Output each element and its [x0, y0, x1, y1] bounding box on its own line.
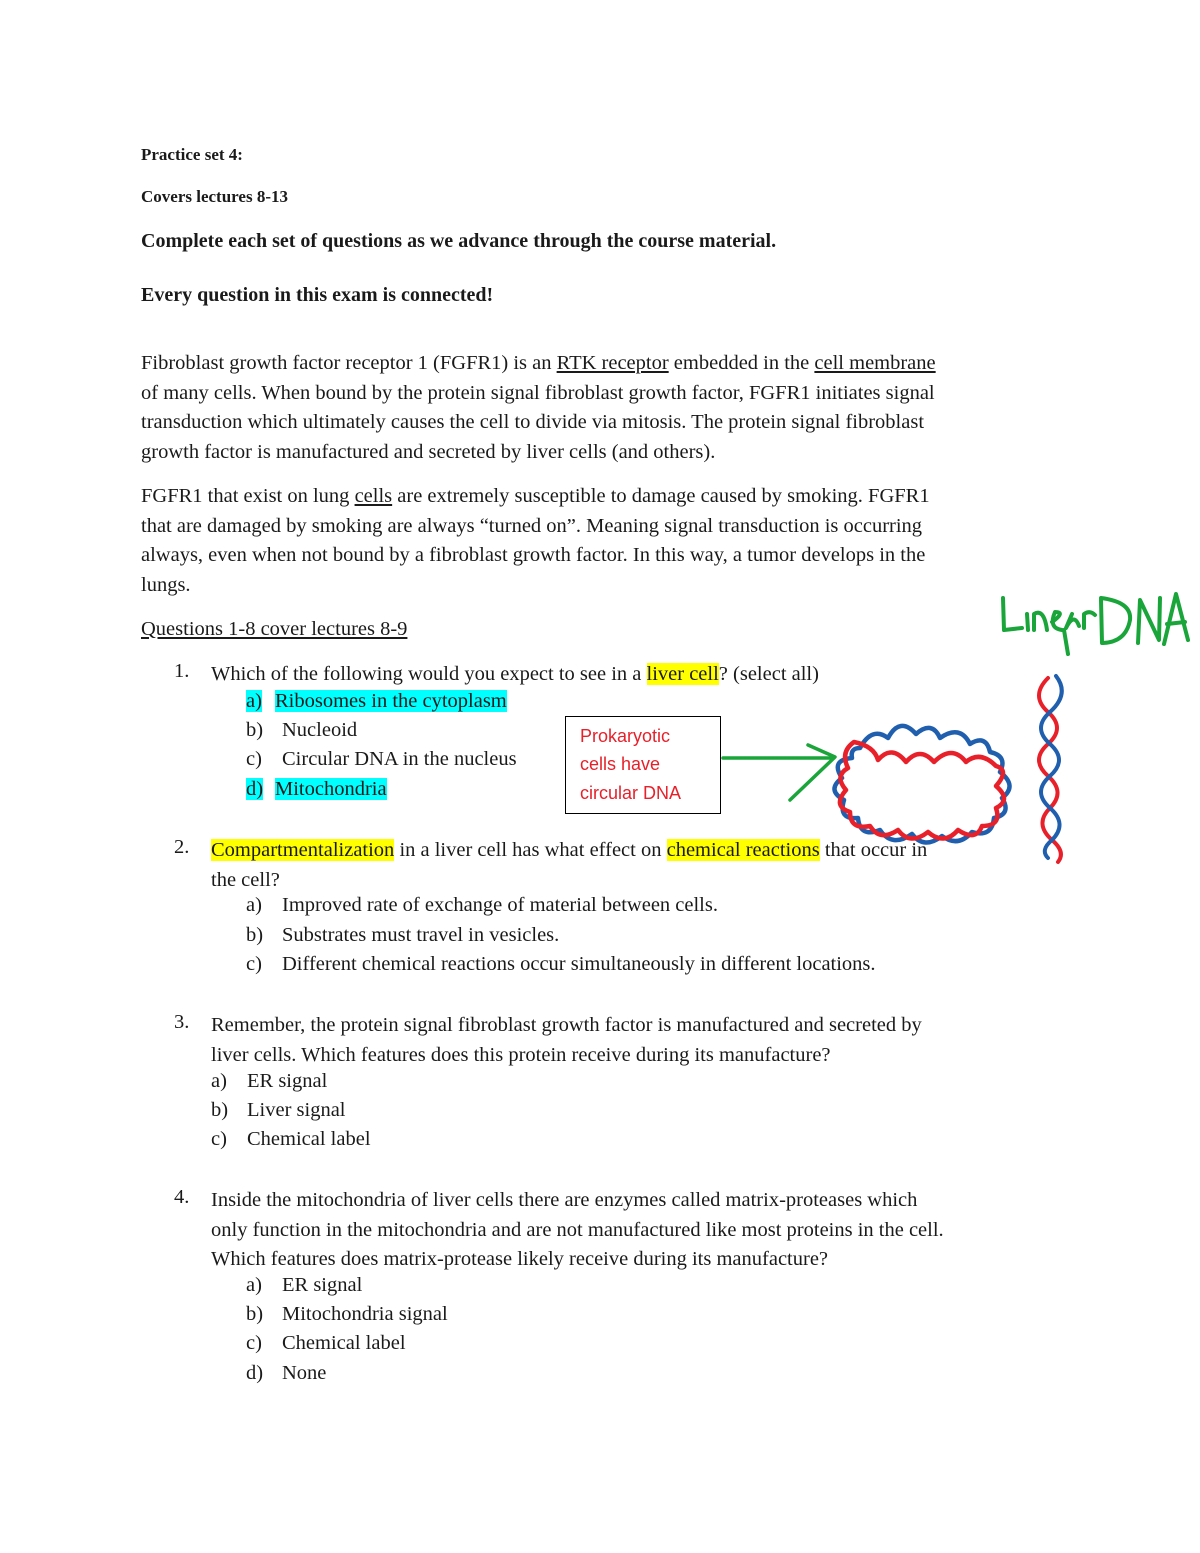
set-title: Practice set 4:: [141, 145, 243, 164]
option-letter: a): [246, 1274, 262, 1296]
instruction-text: Complete each set of questions as we advance through the course material.: [141, 230, 777, 252]
note-line-3: circular DNA: [580, 783, 682, 803]
option-simultaneous: Different chemical reactions occur simultaneously in different locations.: [282, 953, 876, 975]
option-liver-signal: Liver signal: [247, 1099, 346, 1121]
chemical-reactions-highlight: chemical reactions: [666, 839, 820, 861]
option-circular-dna: Circular DNA in the nucleus: [282, 748, 517, 770]
option-letter: b): [246, 924, 264, 946]
linear-dna-handwriting: [1003, 594, 1188, 654]
option-er-signal: ER signal: [282, 1274, 363, 1296]
question-text: Compartmentalization in a liver cell has what effect on chemical reactions that occur in the cell?: [211, 839, 928, 891]
question-number: 2.: [174, 836, 190, 858]
question-number: 1.: [174, 660, 190, 682]
option-letter: a): [246, 894, 262, 916]
option-substrates: Substrates must travel in vesicles.: [282, 924, 560, 946]
option-letter: c): [246, 1332, 262, 1354]
option-improved-rate: Improved rate of exchange of material between cells.: [282, 894, 718, 916]
note-line-1: Prokaryotic: [580, 726, 671, 746]
option-chemical-label: Chemical label: [247, 1128, 371, 1150]
question-number: 4.: [174, 1186, 190, 1208]
cell-membrane-term: cell membrane: [814, 352, 936, 374]
liver-cell-highlight: liver cell: [646, 663, 719, 685]
question-text: Inside the mitochondria of liver cells there are enzymes called matrix-proteases which only function in the mitochondria and are not manufactured like most proteins in the cell. Which features does matrix-protease likely receive during its manufacture?: [211, 1189, 944, 1270]
option-letter: b): [246, 719, 264, 741]
circular-dna-red-icon: [840, 742, 1004, 839]
option-letter: b): [211, 1099, 229, 1121]
note-line-2: cells have: [580, 754, 661, 774]
green-arrow-icon: [723, 745, 835, 800]
option-chemical-label: Chemical label: [282, 1332, 406, 1354]
option-letter: a): [211, 1070, 227, 1092]
intro-paragraph-1: Fibroblast growth factor receptor 1 (FGFR1) is an RTK receptor embedded in the cell membrane of many cells. When bound by the protein signal fibroblast growth factor, FGFR1 initiates signal transduction which ultimately causes the cell to divide via mitosis. The protein signal fibroblast growth factor is manufactured and secreted by liver cells (and others).: [141, 352, 936, 463]
section-heading: Questions 1-8 cover lectures 8-9: [141, 618, 408, 640]
option-ribosomes: Ribosomes in the cytoplasm: [275, 690, 507, 712]
option-mitochondria-signal: Mitochondria signal: [282, 1303, 448, 1325]
compartmentalization-highlight: Compartmentalization: [211, 839, 395, 861]
option-letter: d): [246, 778, 264, 800]
connected-notice: Every question in this exam is connected!: [141, 284, 494, 306]
question-text: Which of the following would you expect to see in a liver cell? (select all): [211, 663, 819, 685]
option-er-signal: ER signal: [247, 1070, 328, 1092]
cells-term: cells: [354, 485, 393, 507]
option-letter: c): [246, 953, 262, 975]
option-letter: a): [246, 690, 262, 712]
option-none: None: [282, 1362, 327, 1384]
option-letter: c): [211, 1128, 227, 1150]
option-letter: b): [246, 1303, 264, 1325]
option-mitochondria: Mitochondria: [275, 778, 387, 800]
option-nucleoid: Nucleoid: [282, 719, 358, 741]
covers-lectures: Covers lectures 8-13: [141, 187, 288, 206]
rtk-receptor-term: RTK receptor: [556, 352, 669, 374]
question-number: 3.: [174, 1011, 190, 1033]
option-letter: d): [246, 1362, 264, 1384]
option-letter: c): [246, 748, 262, 770]
question-text: Remember, the protein signal fibroblast growth factor is manufactured and secreted by liver cells. Which features does this protein receive during its manufacture?: [211, 1014, 922, 1066]
intro-paragraph-2: FGFR1 that exist on lung cells are extremely susceptible to damage caused by smoking. FGFR1 that are damaged by smoking are always “turned on”. Meaning signal transduction is occurring always, even when not bound by a fibroblast growth factor. In this way, a tumor develops in the lungs.: [141, 485, 930, 596]
